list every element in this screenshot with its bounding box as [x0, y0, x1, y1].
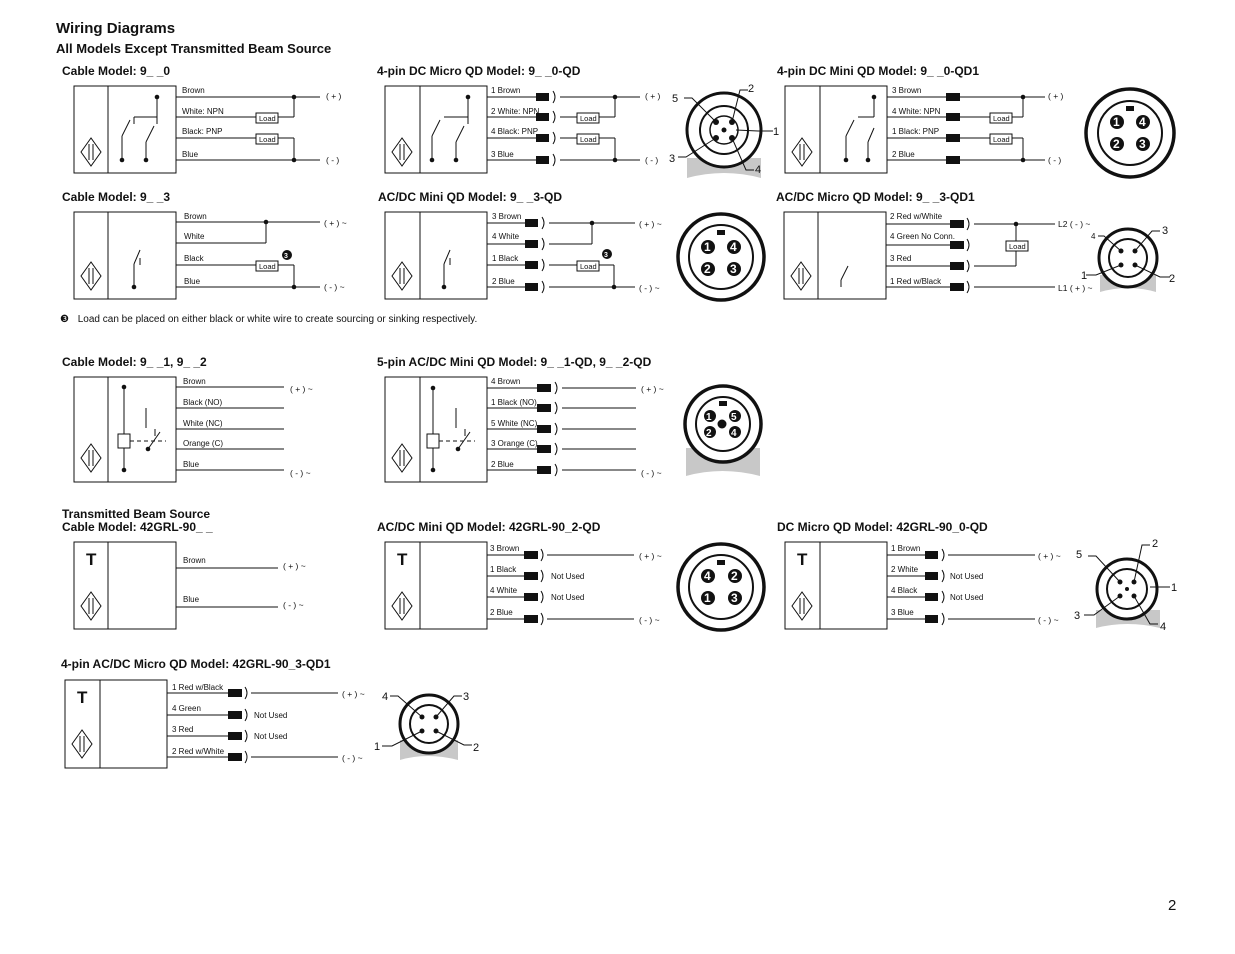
wire-label: 2 Red w/White [172, 747, 225, 756]
title-acmini-3: AC/DC Mini QD Model: 9_ _3-QD [378, 190, 563, 204]
title-mini5: 5-pin AC/DC Mini QD Model: 9_ _1-QD, 9_ _2-QD [377, 355, 652, 369]
pin-number: 2 [748, 83, 755, 95]
title-tb-cable-2: Cable Model: 42GRL-90_ _ [62, 520, 213, 534]
supply-minus-label: ( - ) ~ [324, 282, 345, 292]
wire-label: Blue [183, 460, 200, 469]
supply-minus-label: ( - ) [645, 155, 659, 165]
pin-number: 4 [730, 240, 737, 254]
supply-minus-label: ( - ) ~ [290, 468, 311, 478]
wire-label: Brown [183, 377, 206, 386]
pin-number: 3 [1139, 137, 1146, 151]
supply-minus-label: ( - ) ~ [1038, 615, 1059, 625]
load-label: Load [259, 135, 276, 144]
emitter-symbol: T [77, 688, 88, 707]
wire-label: 1 Red w/Black [172, 683, 224, 692]
load-label: Load [993, 114, 1010, 123]
pin-number: 2 [1113, 137, 1120, 151]
wire-label: 1 Red w/Black [890, 277, 942, 286]
pin-number: 1 [374, 741, 381, 753]
load-label: Load [1009, 242, 1026, 251]
supply-plus-label: ( + ) ~ [324, 218, 347, 228]
pin-number: 4 [1160, 621, 1167, 633]
pin-number: 5 [731, 412, 737, 423]
load-label: Load [259, 114, 276, 123]
pin-number: 3 [1162, 225, 1169, 237]
pin-number: 2 [473, 742, 480, 754]
pin-number: 1 [1081, 270, 1088, 282]
supply-plus-label: ( + ) ~ [290, 384, 313, 394]
wire-label: 2 Red w/White [890, 212, 943, 221]
wire-label: 4 White [492, 232, 520, 241]
supply-minus-label: ( - ) ~ [283, 600, 304, 610]
supply-plus-label: ( + ) ~ [639, 551, 662, 561]
supply-plus-label: ( + ) ~ [639, 219, 662, 229]
pin-number: 5 [672, 93, 679, 105]
not-used-label: Not Used [551, 572, 585, 581]
note-symbol: ❸ [60, 314, 69, 325]
pin-number: 1 [1171, 582, 1178, 594]
supply-plus-label: ( + ) ~ [1038, 551, 1061, 561]
emitter-symbol: T [86, 550, 97, 569]
wire-label: White (NC) [183, 419, 223, 428]
note-marker: 3 [604, 252, 608, 259]
micro-connector-face [382, 695, 472, 760]
page-subtitle: All Models Except Transmitted Beam Source [56, 41, 332, 56]
load-label: Load [580, 114, 597, 123]
wire-label: 3 Blue [891, 608, 914, 617]
supply-plus-label: ( + ) [326, 91, 342, 101]
wire-label: Brown [184, 212, 207, 221]
pin-number: 2 [1152, 538, 1159, 550]
wire-label: 5 White (NC) [491, 419, 538, 428]
pin-number: 3 [463, 691, 470, 703]
pin-number: 4 [704, 569, 711, 583]
wire-label: Black [184, 254, 204, 263]
pin-number: 1 [706, 412, 712, 423]
title-tb-acmicro: 4-pin AC/DC Micro QD Model: 42GRL-90_3-QD1 [61, 657, 331, 671]
wire-label: Black (NO) [183, 398, 223, 407]
pin-number: 3 [1074, 610, 1081, 622]
pin-number: 3 [730, 262, 737, 276]
load-label: Load [259, 262, 276, 271]
supply-minus-label: ( - ) [326, 155, 340, 165]
pin-number: 1 [773, 126, 780, 138]
not-used-label: Not Used [950, 593, 984, 602]
title-acmicro-3: AC/DC Micro QD Model: 9_ _3-QD1 [776, 190, 975, 204]
title-tb-acmini: AC/DC Mini QD Model: 42GRL-90_2-QD [377, 520, 601, 534]
supply-plus-label: ( + ) ~ [283, 561, 306, 571]
pin-number: 4 [382, 691, 389, 703]
wire-label: 2 White: NPN [491, 107, 540, 116]
pin-number: 4 [731, 428, 737, 439]
note-marker: 3 [284, 253, 288, 260]
title-mini-0: 4-pin DC Mini QD Model: 9_ _0-QD1 [777, 64, 980, 78]
emitter-symbol: T [397, 550, 408, 569]
wire-label: White [184, 232, 205, 241]
wire-label: 3 Brown [490, 544, 520, 553]
pin-number: 3 [731, 591, 738, 605]
title-cable-0: Cable Model: 9_ _0 [62, 64, 171, 78]
supply-minus-label: ( - ) ~ [641, 468, 662, 478]
wire-label: 1 Black [492, 254, 519, 263]
load-label: Load [993, 135, 1010, 144]
title-cable-3: Cable Model: 9_ _3 [62, 190, 171, 204]
wire-label: 4 Black [891, 586, 918, 595]
wire-label: 4 Black: PNP [491, 127, 539, 136]
supply-plus-label: ( + ) ~ [342, 689, 365, 699]
wire-label: 4 Green No Conn. [890, 232, 955, 241]
pin-number: 3 [669, 153, 676, 165]
supply-minus-label: ( - ) [1048, 155, 1062, 165]
page-title: Wiring Diagrams [56, 20, 176, 37]
emitter-symbol: T [797, 550, 808, 569]
not-used-label: Not Used [551, 593, 585, 602]
wire-label: 3 Red [890, 254, 912, 263]
wire-label: 2 Blue [491, 460, 514, 469]
supply-plus-label: ( + ) [645, 91, 661, 101]
pin-number: 1 [704, 591, 711, 605]
supply-minus-label: ( - ) ~ [639, 283, 660, 293]
wire-label: 1 Black [490, 565, 517, 574]
wire-label: 3 Brown [892, 86, 922, 95]
supply-l1-label: L1 ( + ) ~ [1058, 283, 1093, 293]
wire-label: 1 Black: PNP [892, 127, 940, 136]
wire-label: 3 Orange (C) [491, 439, 538, 448]
page-number: 2 [1168, 897, 1177, 914]
wire-label: 2 Blue [492, 277, 515, 286]
wire-label: Blue [184, 277, 201, 286]
wire-label: 4 White [490, 586, 518, 595]
wire-label: 3 Red [172, 725, 194, 734]
wire-label: 1 Black (NO) [491, 398, 537, 407]
pin-number: 2 [704, 262, 711, 276]
supply-plus-label: ( + ) [1048, 91, 1064, 101]
wire-label: Orange (C) [183, 439, 224, 448]
wire-label: 2 Blue [892, 150, 915, 159]
wire-label: 4 White: NPN [892, 107, 941, 116]
supply-minus-label: ( - ) ~ [342, 753, 363, 763]
load-label: Load [580, 262, 597, 271]
wire-label: 2 Blue [490, 608, 513, 617]
pin-number: 1 [1113, 115, 1120, 129]
pin-number: 4 [1139, 115, 1146, 129]
title-cable-12: Cable Model: 9_ _1, 9_ _2 [62, 355, 207, 369]
wire-label: 3 Blue [491, 150, 514, 159]
wire-label: Brown [182, 86, 205, 95]
not-used-label: Not Used [950, 572, 984, 581]
pin-number: 4 [755, 164, 762, 176]
not-used-label: Not Used [254, 732, 288, 741]
note-text: Load can be placed on either black or white wire to create sourcing or sinking respectively. [77, 314, 478, 325]
pin-number: 1 [704, 240, 711, 254]
wire-label: Blue [183, 595, 200, 604]
wire-label: Blue [182, 150, 199, 159]
supply-l2-label: L2 ( - ) ~ [1058, 219, 1091, 229]
wire-label: 1 Brown [891, 544, 921, 553]
wire-label: White: NPN [182, 107, 224, 116]
title-micro-0: 4-pin DC Micro QD Model: 9_ _0-QD [377, 64, 581, 78]
wire-label: 2 White [891, 565, 919, 574]
wire-label: 4 Brown [491, 377, 521, 386]
not-used-label: Not Used [254, 711, 288, 720]
wire-label: Black: PNP [182, 127, 223, 136]
supply-plus-label: ( + ) ~ [641, 384, 664, 394]
title-tb-cable-1: Transmitted Beam Source [62, 507, 211, 521]
title-tb-dcmicro: DC Micro QD Model: 42GRL-90_0-QD [777, 520, 988, 534]
load-label: Load [580, 135, 597, 144]
pin-number: 2 [706, 428, 712, 439]
wire-label: Brown [183, 556, 206, 565]
supply-minus-label: ( - ) ~ [639, 615, 660, 625]
pin-number: 5 [1076, 549, 1083, 561]
pin-number: 4 [1091, 232, 1096, 241]
wire-label: 4 Green [172, 704, 201, 713]
wire-label: 1 Brown [491, 86, 521, 95]
pin-number: 2 [1169, 273, 1176, 285]
wire-label: 3 Brown [492, 212, 522, 221]
pin-number: 2 [731, 569, 738, 583]
